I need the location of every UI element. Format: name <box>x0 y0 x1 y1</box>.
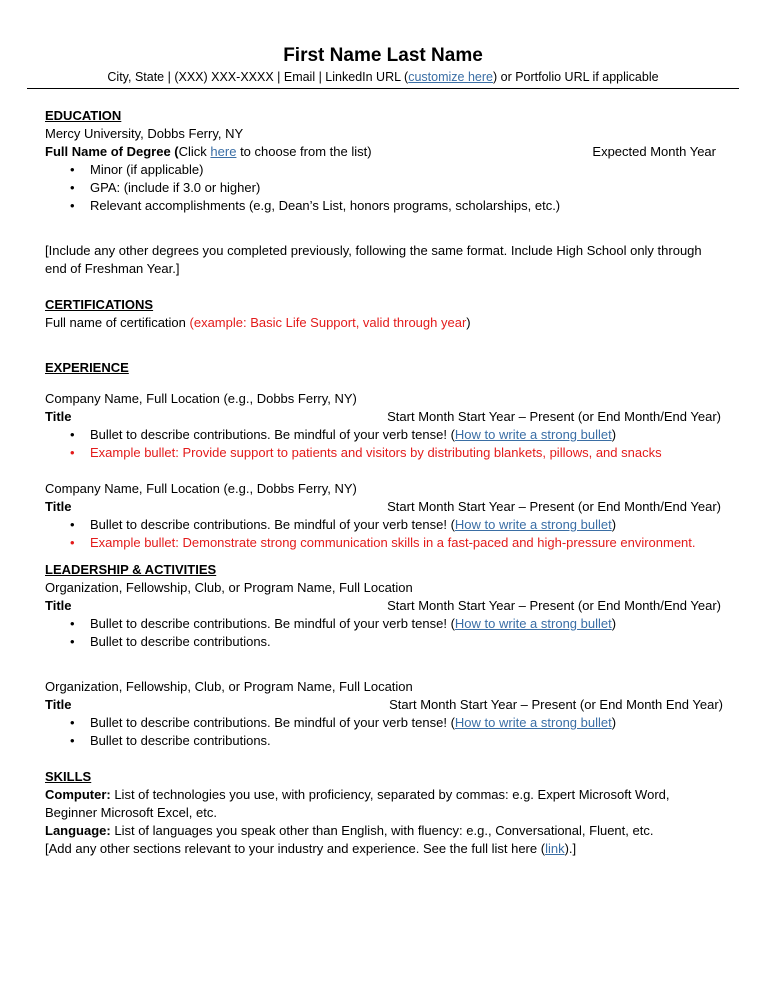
bullet-close: ) <box>611 427 617 442</box>
title-row <box>45 597 721 615</box>
title-row <box>45 696 721 714</box>
certifications-heading: CERTIFICATIONS <box>45 297 154 312</box>
role-date: Start Month Start Year – Present (or End Month/End Year) <box>387 598 721 613</box>
contact-prefix: City, State | (XXX) XXX-XXXX | Email | LinkedIn URL ( <box>107 70 409 84</box>
list-item <box>45 615 721 633</box>
education-date: Expected Month Year <box>592 144 716 159</box>
certification-line <box>45 314 721 332</box>
role-bullets <box>45 615 721 651</box>
add-close: ).] <box>564 841 577 856</box>
computer-text: List of technologies you use, with proficiency, separated by commas: e.g. Expert Microsoft Word, Beginner Microsoft Excel, etc. <box>45 787 670 820</box>
company-line: Company Name, Full Location (e.g., Dobbs Ferry, NY) <box>45 391 357 406</box>
strong-bullet-link[interactable]: How to write a strong bullet <box>454 517 612 532</box>
computer-label: Computer: <box>45 787 111 802</box>
org-line: Organization, Fellowship, Club, or Program Name, Full Location <box>45 580 413 595</box>
list-item <box>45 714 721 732</box>
job-bullets <box>45 516 721 552</box>
strong-bullet-link[interactable]: How to write a strong bullet <box>454 427 612 442</box>
education-degree-row <box>45 143 721 161</box>
bullet-text: Bullet to describe contributions. Be mindful of your verb tense! ( <box>90 427 455 442</box>
example-bullet: • Example bullet: Provide support to patients and visitors by distributing blankets, pillows, and snacks <box>45 444 721 462</box>
education-note: [Include any other degrees you completed previously, following the same format. Include High School only through end of Freshman Year.] <box>45 243 702 276</box>
company-line: Company Name, Full Location (e.g., Dobbs Ferry, NY) <box>45 481 357 496</box>
org-line: Organization, Fellowship, Club, or Program Name, Full Location <box>45 679 413 694</box>
contact-line <box>27 68 739 89</box>
role-bullets <box>45 714 721 750</box>
bullet-text: Bullet to describe contributions. Be mindful of your verb tense! ( <box>90 715 455 730</box>
full-list-link[interactable]: link <box>545 841 565 856</box>
education-bullets <box>45 161 721 215</box>
job-title: Title <box>45 409 72 424</box>
job-date: Start Month Start Year – Present (or End Month/End Year) <box>387 499 721 514</box>
job-bullets <box>45 426 721 462</box>
skills-add-sections <box>45 840 721 858</box>
title-row <box>45 498 721 516</box>
language-label: Language: <box>45 823 111 838</box>
skills-heading: SKILLS <box>45 769 92 784</box>
language-text: List of languages you speak other than English, with fluency: e.g., Conversational, Fluent, etc. <box>110 823 654 838</box>
list-item: • Relevant accomplishments (e.g, Dean’s List, honors programs, scholarships, etc.) <box>45 197 721 215</box>
bullet-text: Bullet to describe contributions. Be mindful of your verb tense! ( <box>90 616 455 631</box>
list-item <box>45 426 721 444</box>
skills-language <box>45 822 721 840</box>
experience-heading: EXPERIENCE <box>45 360 129 375</box>
role-date: Start Month Start Year – Present (or End Month End Year) <box>389 697 723 712</box>
resume-name: First Name Last Name <box>283 45 483 66</box>
add-text: [Add any other sections relevant to your industry and experience. See the full list here ( <box>45 841 546 856</box>
list-item: • Bullet to describe contributions. <box>45 633 721 651</box>
role-title: Title <box>45 697 72 712</box>
certification-text: Full name of certification <box>45 315 190 330</box>
bullet-close: ) <box>611 715 617 730</box>
experience-entry <box>45 390 721 462</box>
resume-page <box>45 44 721 858</box>
list-item: • GPA: (include if 3.0 or higher) <box>45 179 721 197</box>
contact-suffix: ) or Portfolio URL if applicable <box>492 70 659 84</box>
job-title: Title <box>45 499 72 514</box>
list-item: • Bullet to describe contributions. <box>45 732 721 750</box>
job-date: Start Month Start Year – Present (or End Month/End Year) <box>387 409 721 424</box>
list-item: • Minor (if applicable) <box>45 161 721 179</box>
leadership-entry <box>45 579 721 651</box>
leadership-heading: LEADERSHIP & ACTIVITIES <box>45 562 217 577</box>
skills-computer <box>45 786 721 822</box>
education-degree <box>45 143 372 161</box>
education-school: Mercy University, Dobbs Ferry, NY <box>45 126 244 141</box>
bullet-text: Bullet to describe contributions. Be mindful of your verb tense! ( <box>90 517 455 532</box>
degree-text1: Click <box>178 144 211 159</box>
role-title: Title <box>45 598 72 613</box>
example-bullet: • Example bullet: Demonstrate strong communication skills in a fast-paced and high-pressure environment. <box>45 534 721 552</box>
customize-link[interactable]: customize here <box>408 70 493 84</box>
bullet-close: ) <box>611 517 617 532</box>
certification-example: (example: Basic Life Support, valid through year <box>189 315 467 330</box>
title-row <box>45 408 721 426</box>
degree-text2: to choose from the list) <box>236 144 372 159</box>
degree-name: Full Name of Degree ( <box>45 144 179 159</box>
education-heading: EDUCATION <box>45 108 122 123</box>
certification-close: ) <box>466 315 471 330</box>
strong-bullet-link[interactable]: How to write a strong bullet <box>454 616 612 631</box>
bullet-close: ) <box>611 616 617 631</box>
list-item <box>45 516 721 534</box>
leadership-entry <box>45 678 721 750</box>
strong-bullet-link[interactable]: How to write a strong bullet <box>454 715 612 730</box>
experience-entry <box>45 480 721 552</box>
degree-here-link[interactable]: here <box>210 144 237 159</box>
